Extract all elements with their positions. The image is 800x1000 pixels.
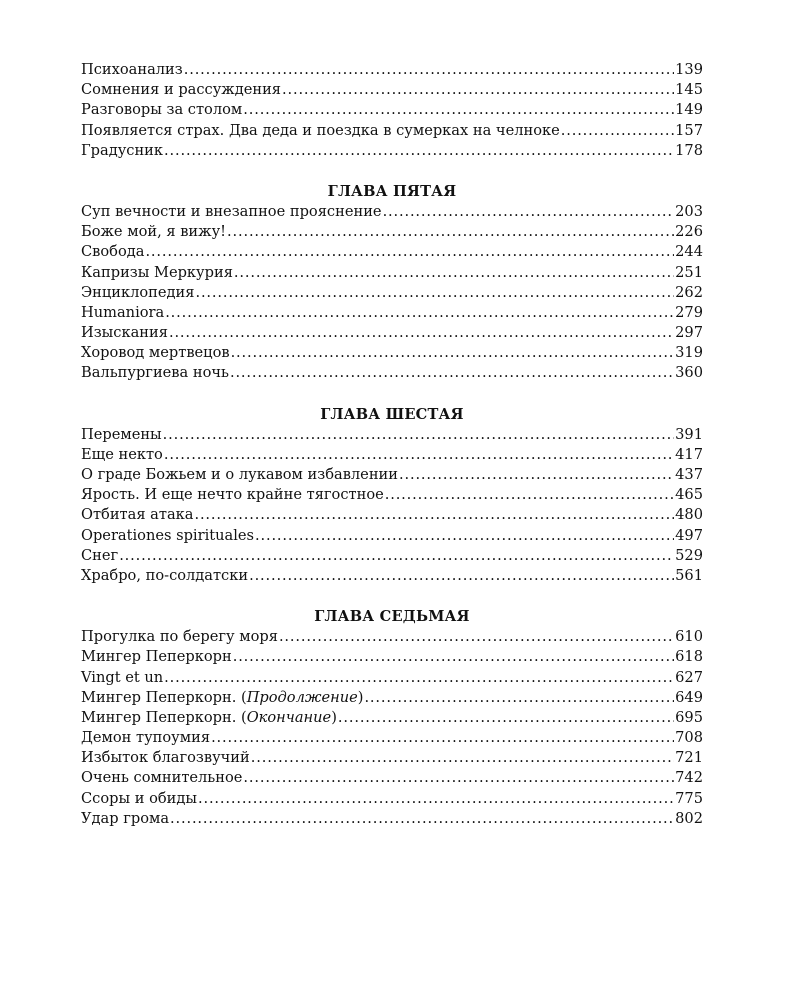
dot-leader — [119, 546, 674, 566]
dot-leader — [279, 627, 674, 647]
toc-entry — [81, 647, 703, 667]
dot-leader — [364, 688, 674, 708]
toc-entry-title — [81, 688, 363, 708]
toc-entry — [81, 627, 703, 647]
dot-leader — [164, 668, 674, 688]
toc-entry — [81, 688, 703, 708]
toc-entry — [81, 546, 703, 566]
dot-leader — [163, 425, 674, 445]
toc-entry — [81, 768, 703, 788]
toc-entry — [81, 323, 703, 343]
dot-leader — [195, 283, 674, 303]
toc-entry — [81, 728, 703, 748]
dot-leader — [561, 121, 674, 141]
toc-entry-page: 802 — [675, 809, 703, 827]
toc-entry — [81, 141, 703, 161]
dot-leader — [230, 363, 674, 383]
dot-leader — [243, 100, 674, 120]
toc-entry-page: 178 — [675, 141, 703, 159]
toc-entry — [81, 809, 703, 829]
toc-entry-title: Демон тупоумия — [81, 729, 211, 747]
toc-entry-title: Еще некто — [81, 445, 163, 463]
toc-entry — [81, 566, 703, 586]
toc-entry-title-italic: Продолжение — [246, 688, 358, 706]
dot-leader — [255, 526, 674, 546]
toc-chapter-five — [81, 182, 703, 384]
toc-entry — [81, 202, 703, 222]
toc-entry — [81, 343, 703, 363]
toc-entry-title: О граде Божьем и о лукавом избавлении — [81, 466, 399, 483]
toc-entry-title: Свобода — [81, 243, 145, 261]
toc-entry-page: 139 — [675, 61, 703, 78]
toc-entry-title-text: Мингер Пеперкорн. ( — [81, 688, 247, 706]
table-of-contents — [81, 60, 703, 829]
toc-entry-page: 157 — [675, 121, 703, 139]
toc-entry — [81, 445, 703, 465]
toc-entry-page: 480 — [675, 506, 703, 524]
toc-entry-page: 203 — [675, 202, 703, 220]
dot-leader — [385, 485, 674, 505]
toc-entry-page: 149 — [675, 101, 703, 119]
dot-leader — [169, 323, 674, 343]
toc-chapter-seven — [81, 607, 703, 829]
toc-entry-title: Психоанализ — [81, 61, 183, 78]
toc-entry-page: 775 — [675, 789, 703, 807]
toc-entry-title: Очень сомнительное — [81, 769, 243, 787]
toc-entry-page: 465 — [675, 486, 703, 504]
toc-entry-page: 529 — [675, 546, 703, 564]
dot-leader — [338, 708, 674, 728]
toc-entry-page: 561 — [675, 566, 703, 584]
toc-entry-title: Появляется страх. Два деда и поездка в сумерках на челноке — [81, 121, 560, 139]
toc-entry-title: Vingt et un — [81, 668, 164, 686]
toc-entry-page: 226 — [675, 223, 703, 241]
dot-leader — [234, 263, 674, 283]
toc-entry-page: 279 — [675, 303, 703, 321]
toc-entry-title: Мингер Пеперкорн — [81, 648, 232, 666]
toc-entry-page: 251 — [675, 263, 703, 281]
toc-entry-title: Боже мой, я вижу! — [81, 223, 227, 241]
toc-entry-page: 360 — [675, 364, 703, 382]
toc-entry-title: Вальпургиева ночь — [81, 364, 229, 382]
toc-entry — [81, 80, 703, 100]
toc-entry-title: Прогулка по берегу моря — [81, 628, 278, 646]
toc-section-intro — [81, 60, 703, 161]
toc-entry-page: 145 — [675, 81, 703, 99]
chapter-heading: ГЛАВА ШЕСТАЯ — [320, 405, 464, 423]
toc-entry — [81, 100, 703, 120]
toc-entry-title: Ссоры и обиды — [81, 789, 197, 807]
toc-entry-title-suffix: ) — [331, 708, 337, 726]
dot-leader — [211, 728, 674, 748]
toc-entry — [81, 505, 703, 525]
toc-entry — [81, 363, 703, 383]
toc-chapter-six — [81, 405, 703, 587]
toc-entry-page: 708 — [675, 729, 703, 747]
toc-entry-page: 297 — [675, 324, 703, 342]
toc-entry — [81, 526, 703, 546]
chapter-heading: ГЛАВА СЕДЬМАЯ — [314, 608, 470, 626]
toc-entry-title: Хоровод мертвецов — [81, 344, 230, 362]
toc-entry-title-suffix: ) — [357, 688, 364, 706]
dot-leader — [164, 445, 674, 465]
toc-entry-page: 618 — [675, 648, 703, 666]
toc-entry-title: Разговоры за столом — [81, 101, 243, 119]
toc-entry-page: 262 — [675, 283, 703, 301]
toc-entry — [81, 465, 703, 485]
toc-entry — [81, 789, 703, 809]
toc-entry — [81, 263, 703, 283]
dot-leader — [282, 80, 674, 100]
chapter-heading: ГЛАВА ПЯТАЯ — [327, 182, 457, 200]
toc-entry-page: 497 — [675, 526, 703, 544]
toc-entry-title: Снег — [81, 546, 119, 564]
toc-entry — [81, 425, 703, 445]
dot-leader — [399, 465, 674, 485]
toc-entry-title: Удар грома — [81, 809, 170, 827]
toc-entry-page: 417 — [675, 445, 703, 463]
dot-leader — [198, 789, 674, 809]
dot-leader — [249, 566, 674, 586]
toc-entry-title-text: Мингер Пеперкорн. ( — [81, 708, 247, 726]
toc-entry-title: Градусник — [81, 141, 164, 159]
toc-entry-title: Избыток благозвучий — [81, 749, 250, 767]
toc-entry-page: 437 — [675, 466, 703, 483]
toc-entry-title: Перемены — [81, 425, 162, 443]
toc-entry-page: 721 — [675, 749, 703, 767]
toc-entry — [81, 283, 703, 303]
dot-leader — [231, 343, 675, 363]
toc-entry — [81, 60, 703, 80]
toc-entry-title-italic: Окончание — [246, 708, 332, 726]
toc-entry-title: Operationes spirituales — [81, 526, 255, 544]
toc-entry — [81, 242, 703, 262]
toc-entry-page: 742 — [675, 769, 703, 787]
toc-entry — [81, 303, 703, 323]
toc-entry-title: Суп вечности и внезапное прояснение — [81, 202, 382, 220]
toc-entry — [81, 668, 703, 688]
toc-entry — [81, 708, 703, 728]
dot-leader — [194, 505, 674, 525]
toc-entry — [81, 748, 703, 768]
dot-leader — [383, 202, 675, 222]
toc-entry-page: 244 — [675, 243, 703, 261]
toc-entry — [81, 121, 703, 141]
dot-leader — [227, 222, 674, 242]
toc-entry-page: 649 — [675, 688, 703, 706]
toc-entry-title: Храбро, по-солдатски — [81, 566, 249, 584]
toc-entry-page: 695 — [675, 708, 703, 726]
toc-entry-page: 627 — [675, 668, 703, 686]
dot-leader — [184, 60, 674, 80]
dot-leader — [251, 748, 674, 768]
toc-entry-title: Капризы Меркурия — [81, 263, 233, 281]
toc-entry-page: 610 — [675, 628, 703, 646]
dot-leader — [170, 809, 674, 829]
toc-entry-title: Ярость. И еще нечто крайне тягостное — [81, 486, 384, 504]
toc-entry-page: 391 — [675, 425, 703, 443]
toc-entry-title — [81, 708, 337, 728]
dot-leader — [145, 242, 674, 262]
toc-entry — [81, 222, 703, 242]
dot-leader — [233, 647, 674, 667]
dot-leader — [243, 768, 674, 788]
toc-entry-title: Изыскания — [81, 324, 168, 342]
dot-leader — [164, 141, 674, 161]
toc-entry — [81, 485, 703, 505]
toc-entry-title: Энциклопедия — [81, 283, 195, 301]
dot-leader — [165, 303, 674, 323]
toc-entry-title: Humaniora — [81, 303, 165, 321]
toc-entry-page: 319 — [675, 344, 703, 362]
toc-entry-title: Сомнения и рассуждения — [81, 81, 282, 99]
toc-entry-title: Отбитая атака — [81, 506, 194, 524]
